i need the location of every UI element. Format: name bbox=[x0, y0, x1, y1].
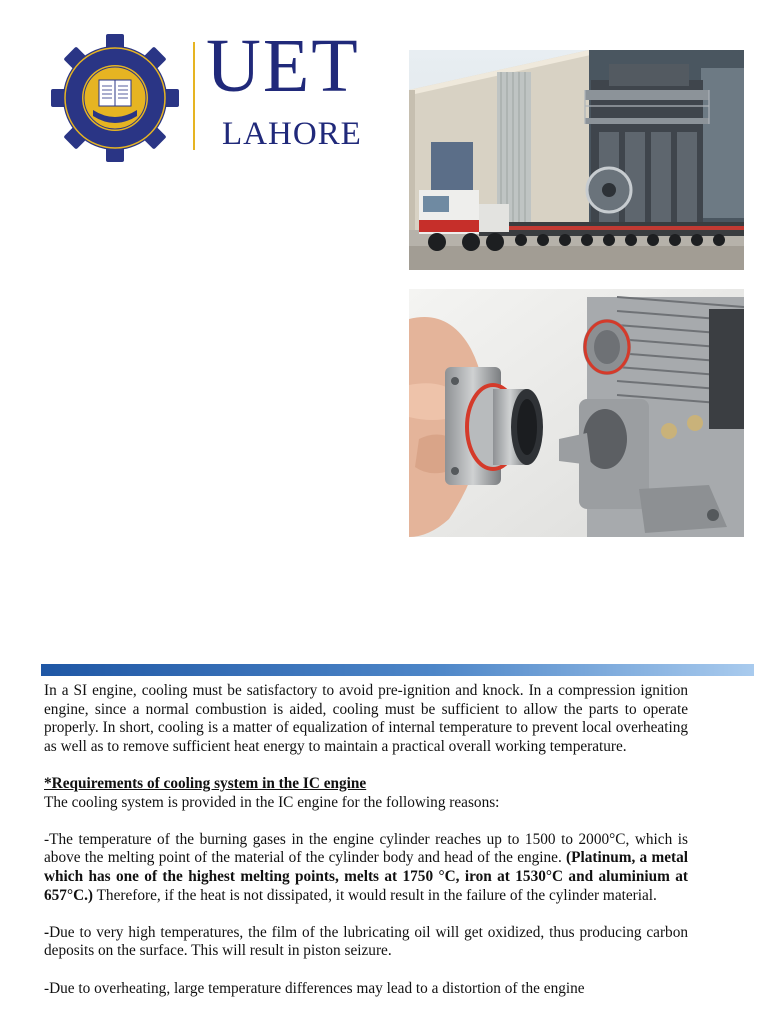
section-divider bbox=[41, 664, 754, 676]
point-2-lead: - bbox=[44, 923, 50, 941]
body-text bbox=[44, 682, 688, 998]
point-1-part-a: -The temperature of the burning gases in the engine cylinder reaches up to 1500 to 2000°C, which is above the melting point of the material of the cylinder body and head of the engine. bbox=[44, 830, 688, 867]
point-1-part-c: Therefore, if the heat is not dissipated, it would result in the failure of the cylinder material. bbox=[93, 886, 657, 904]
logo-divider bbox=[193, 42, 195, 150]
point-2-text: Due to very high temperatures, the film of the lubricating oil will get oxidized, thus producing carbon deposits on the surface. This will result in piston seizure. bbox=[44, 923, 688, 960]
point-3-paragraph: -Due to overheating, large temperature differences may lead to a distortion of the engine bbox=[44, 979, 585, 997]
point-1-paragraph bbox=[44, 831, 688, 905]
section-subheading: The cooling system is provided in the IC engine for the following reasons: bbox=[44, 793, 500, 811]
wordmark-lahore: LAHORE bbox=[222, 116, 362, 152]
engine-transport-photo bbox=[409, 50, 744, 270]
engine-parts-photo bbox=[409, 289, 744, 537]
intro-paragraph: In a SI engine, cooling must be satisfactory to avoid pre-ignition and knock. In a compression ignition engine, since a normal combustion is aided, cooling must be sufficient to allow the parts to operate properly. In short, cooling is a matter of equalization of internal temperature to prevent local overheating as well as to remove sufficient heat energy to maintain a practical overall working temperature. bbox=[44, 682, 688, 755]
point-2-paragraph bbox=[44, 924, 688, 961]
uet-logo bbox=[50, 24, 395, 162]
point-1-part-b: (Platinum, a metal which has one of the highest melting points, melts at 1750 °C, iron at 1530°C and aluminium at 657°C.) bbox=[44, 849, 688, 904]
university-seal-icon bbox=[50, 34, 180, 162]
section-heading: *Requirements of cooling system in the IC engine bbox=[44, 774, 367, 792]
wordmark-uet: UET bbox=[206, 24, 360, 108]
